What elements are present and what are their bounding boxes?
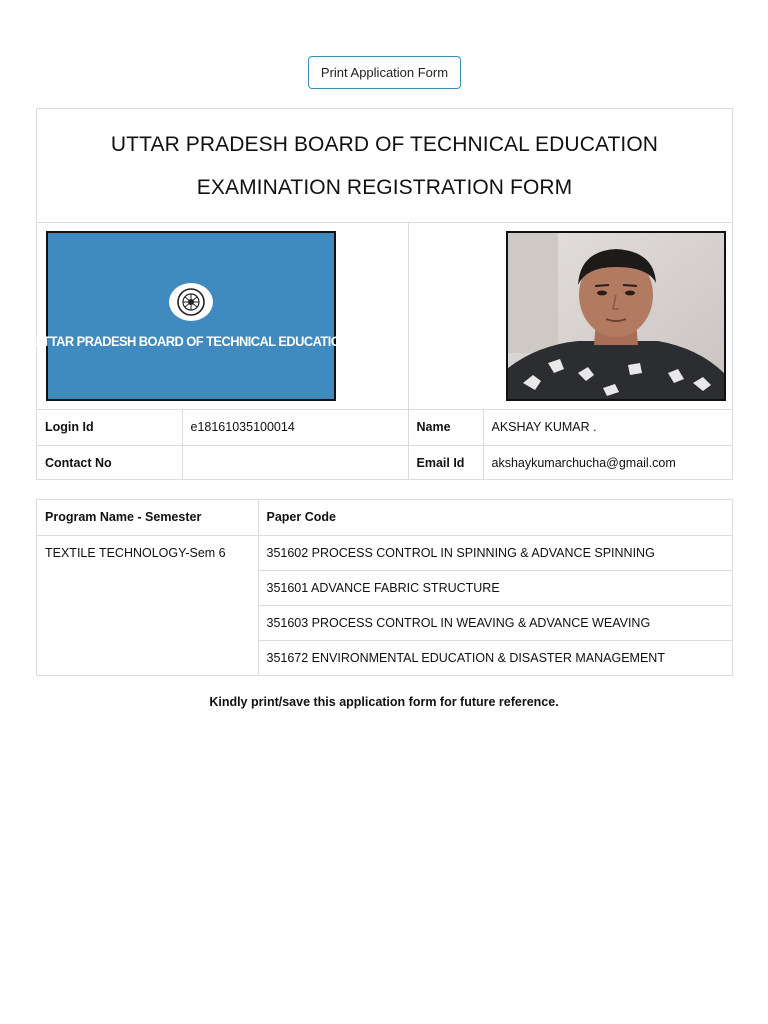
program-name: TEXTILE TECHNOLOGY-Sem 6 <box>37 535 258 675</box>
candidate-photo <box>506 231 726 401</box>
paper-code: 351602 PROCESS CONTROL IN SPINNING & ADVANCE SPINNING <box>258 535 732 570</box>
paper-code: 351672 ENVIRONMENTAL EDUCATION & DISASTER MANAGEMENT <box>266 650 665 665</box>
paper-code-header: Paper Code <box>258 500 732 535</box>
table-row <box>37 445 732 480</box>
name-value: AKSHAY KUMAR . <box>483 410 732 445</box>
divider <box>408 223 409 409</box>
paper-code: 351603 PROCESS CONTROL IN WEAVING & ADVANCE WEAVING <box>258 605 732 640</box>
footer-note: Kindly print/save this application form for future reference. <box>209 695 559 709</box>
board-title: UTTAR PRADESH BOARD OF TECHNICAL EDUCATION <box>110 132 659 156</box>
name-label: Name <box>408 410 483 445</box>
candidate-info-table <box>37 410 732 480</box>
paper-code: 351601 ADVANCE FABRIC STRUCTURE <box>258 570 732 605</box>
form-title <box>37 109 732 223</box>
registration-form <box>33 108 733 480</box>
paper-table-box <box>36 499 733 676</box>
login-id-value: e18161035100014 <box>182 410 408 445</box>
email-id-label: Email Id <box>408 445 483 480</box>
email-id-value: akshaykumarchucha@gmail.com <box>491 455 676 470</box>
images-row <box>33 223 732 410</box>
paper-table <box>37 500 732 675</box>
table-row <box>37 410 732 445</box>
contact-no-value <box>182 445 408 480</box>
login-id-label: Login Id <box>37 410 182 445</box>
table-header-row <box>37 500 732 535</box>
logo-text: UTTAR PRADESH BOARD OF TECHNICAL EDUCATION <box>33 333 349 349</box>
emblem-icon <box>169 283 213 321</box>
table-row <box>37 535 732 570</box>
form-subtitle: EXAMINATION REGISTRATION FORM <box>196 175 573 199</box>
board-logo <box>33 231 349 401</box>
contact-no-label: Contact No <box>37 445 182 480</box>
print-application-form-button[interactable]: Print Application Form <box>308 56 461 89</box>
program-header: Program Name - Semester <box>37 500 258 535</box>
